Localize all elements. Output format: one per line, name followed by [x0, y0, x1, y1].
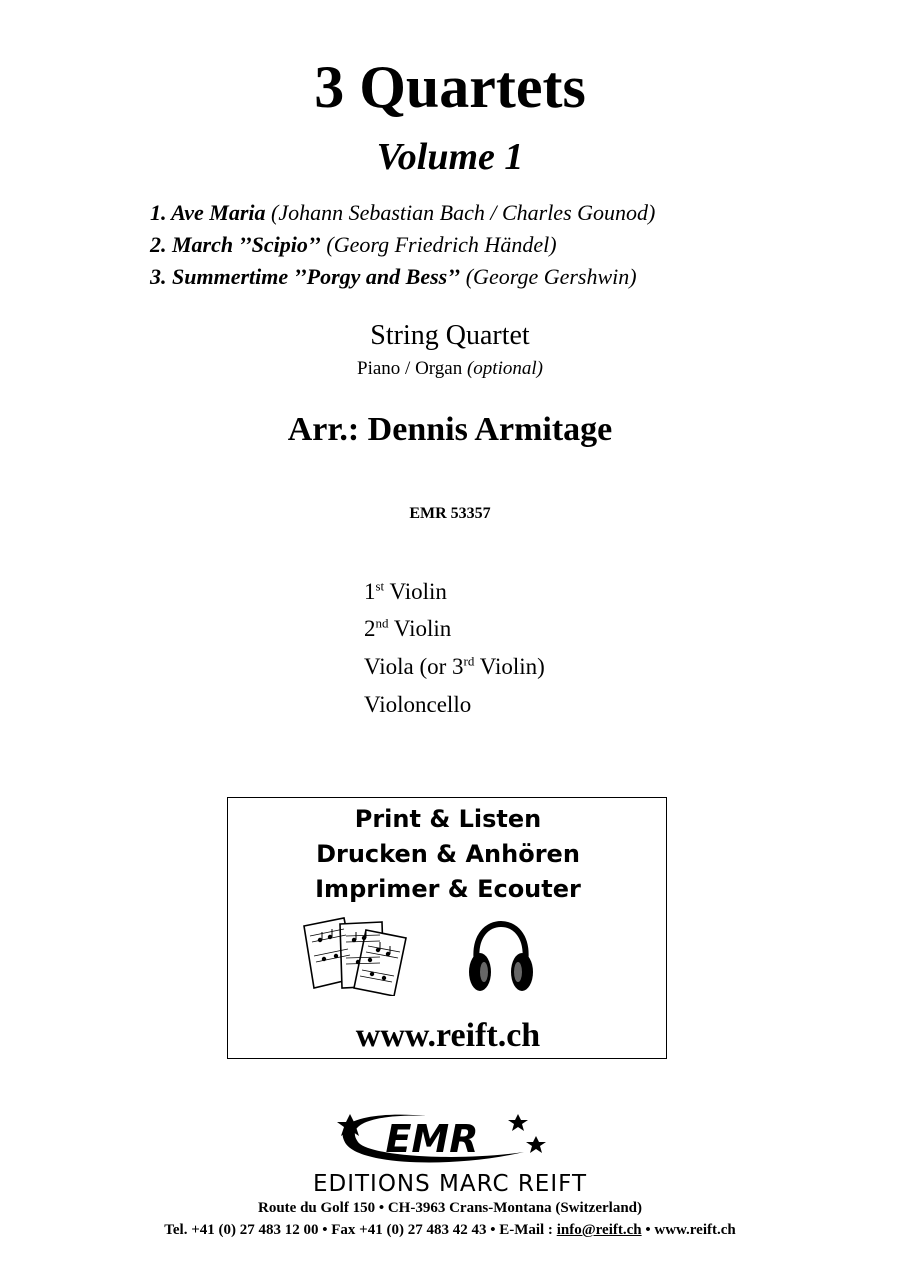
part-text: Violoncello [364, 692, 472, 717]
piece-composer: (Johann Sebastian Bach / Charles Gounod) [271, 200, 656, 225]
subtitle: Volume 1 [376, 136, 524, 178]
sheet-music-icon [300, 916, 412, 996]
optional-note: (optional) [466, 358, 543, 379]
headphones-icon [465, 920, 537, 996]
print-listen-box [227, 797, 667, 1059]
promo-line-en: Print & Listen [354, 805, 542, 833]
promo-line-fr: Imprimer & Ecouter [315, 875, 581, 903]
contact-website: • www.reift.ch [641, 1222, 736, 1238]
part-violin-1 [364, 577, 447, 607]
part-violin-2 [364, 614, 451, 644]
piece-1 [150, 198, 655, 228]
catalog-number: EMR 53357 [409, 505, 491, 522]
part-text: Viola (or 3 [364, 654, 464, 679]
optional-instruments [0, 356, 900, 382]
part-violoncello [364, 690, 471, 720]
instrumentation: String Quartet [370, 320, 530, 351]
promo-url[interactable]: www.reift.ch [355, 1017, 541, 1054]
emr-logo [306, 1110, 556, 1172]
piece-2 [150, 230, 557, 260]
piece-title: 2. March ’’Scipio’’ [150, 232, 321, 257]
part-text: Violin) [474, 654, 545, 679]
optional-instruments-text: Piano / Organ [357, 358, 463, 379]
piece-title: 3. Summertime ’’Porgy and Bess’’ [150, 264, 461, 289]
publisher-address: Route du Golf 150 • CH-3963 Crans-Montana (Switzerland) [258, 1200, 642, 1216]
logo-text: EMR [385, 1117, 479, 1161]
publisher-contact [0, 1221, 900, 1239]
piece-composer: (Georg Friedrich Händel) [326, 232, 557, 257]
part-ordinal: st [375, 578, 385, 594]
title: 3 Quartets [314, 54, 586, 120]
arranger: Arr.: Dennis Armitage [287, 411, 613, 448]
part-text: 1 [364, 579, 376, 604]
part-ordinal: nd [375, 615, 389, 631]
part-viola [364, 652, 545, 682]
part-text: Violin [384, 579, 447, 604]
piece-composer: (George Gershwin) [465, 264, 637, 289]
piece-title: 1. Ave Maria [150, 200, 266, 225]
part-text: 2 [364, 616, 376, 641]
piece-3 [150, 262, 637, 292]
part-ordinal: rd [463, 653, 475, 669]
part-text: Violin [388, 616, 452, 641]
promo-line-de: Drucken & Anhören [316, 840, 580, 868]
contact-phone-fax: Tel. +41 (0) 27 483 12 00 • Fax +41 (0) 27 483 42 43 • E-Mail : [164, 1222, 557, 1238]
email-link[interactable]: info@reift.ch [556, 1222, 642, 1238]
publisher-name: EDITIONS MARC REIFT [312, 1171, 588, 1197]
